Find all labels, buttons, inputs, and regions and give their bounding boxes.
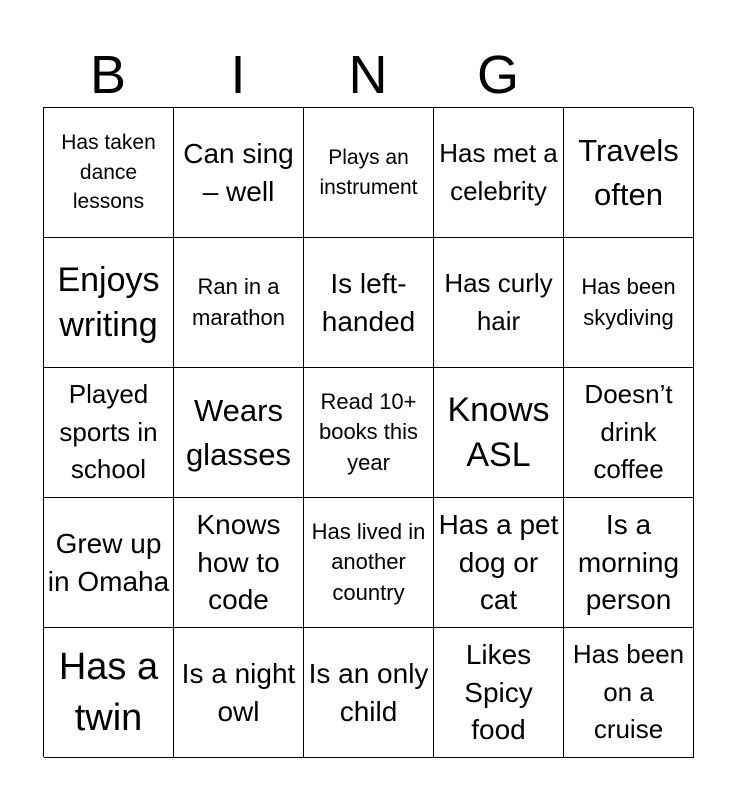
bingo-cell[interactable]: Has been skydiving [564,238,694,368]
bingo-cell[interactable]: Can sing – well [174,108,304,238]
bingo-cell[interactable]: Wears glasses [174,368,304,498]
bingo-cell[interactable]: Enjoys writing [44,238,174,368]
bingo-header [43,44,693,106]
bingo-cell[interactable]: Grew up in Omaha [44,498,174,628]
bingo-cell[interactable]: Knows how to code [174,498,304,628]
bingo-cell[interactable]: Has curly hair [434,238,564,368]
bingo-cell[interactable]: Is a night owl [174,628,304,758]
header-letter-i: I [230,45,246,105]
bingo-cell[interactable]: Doesn’t drink coffee [564,368,694,498]
bingo-cell[interactable]: Has taken dance lessons [44,108,174,238]
bingo-cell[interactable]: Is a morning person [564,498,694,628]
header-letter-b: B [89,45,127,105]
bingo-cell[interactable]: Likes Spicy food [434,628,564,758]
bingo-cell[interactable]: Knows ASL [434,368,564,498]
header-letter-n: N [348,45,388,105]
bingo-cell[interactable]: Has been on a cruise [564,628,694,758]
bingo-cell[interactable]: Read 10+ books this year [304,368,434,498]
bingo-cell[interactable]: Plays an instrument [304,108,434,238]
header-letter-g: G [476,45,519,105]
bingo-cell[interactable]: Has met a celebrity [434,108,564,238]
bingo-cell[interactable]: Has a pet dog or cat [434,498,564,628]
bingo-cell[interactable]: Travels often [564,108,694,238]
bingo-cell[interactable]: Ran in a marathon [174,238,304,368]
bingo-cell[interactable]: Is an only child [304,628,434,758]
bingo-cell[interactable]: Is left-handed [304,238,434,368]
bingo-cell[interactable]: Played sports in school [44,368,174,498]
bingo-cell[interactable]: Has lived in another country [304,498,434,628]
bingo-card-grid [43,107,693,757]
bingo-cell[interactable]: Has a twin [44,628,174,758]
